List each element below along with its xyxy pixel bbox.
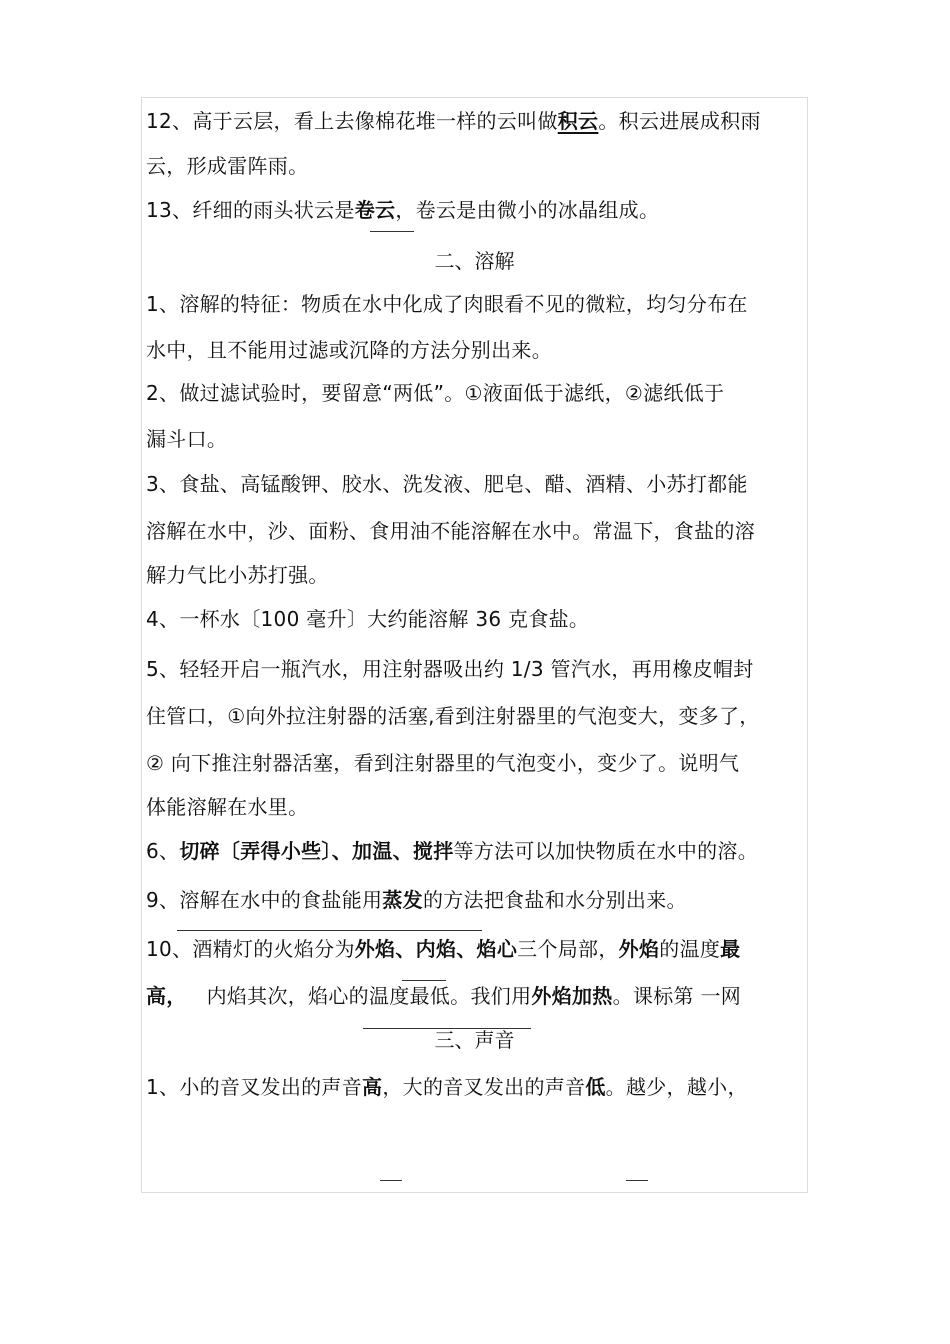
- text-run: 10、酒精灯的火焰分为: [146, 937, 355, 961]
- underline-rule: [402, 980, 446, 981]
- underline-rule: [626, 1180, 648, 1181]
- text-line: 住管口，①向外拉注射器的活塞,看到注射器里的气泡变大，变多了，: [146, 704, 760, 728]
- text-line: 1、溶解的特征：物质在水中化成了肉眼看不见的微粒，均匀分布在: [146, 292, 748, 316]
- text-run: 的温度: [659, 937, 721, 961]
- text-run: 12、高于云层，看上去像棉花堆一样的云叫做: [146, 109, 558, 133]
- bold-term: 切碎〔弄得小些〕、加温、搅拌: [179, 839, 454, 863]
- text-run: ，卷云是由微小的冰晶组成。: [395, 198, 660, 222]
- text-line: 水中，且不能用过滤或沉降的方法分别出来。: [146, 338, 552, 362]
- text-run: 9、溶解在水中的食盐能用: [146, 888, 383, 912]
- text-run: 。越少，越小，: [605, 1075, 748, 1099]
- bold-term: 外焰加热: [531, 984, 613, 1008]
- section-heading: 三、声音: [434, 1028, 515, 1052]
- text-line: [146, 198, 659, 222]
- text-line: [146, 1075, 748, 1099]
- text-run: 等方法可以加快物质在水中的溶。: [453, 839, 759, 863]
- text-line: 体能溶解在水里。: [146, 795, 309, 819]
- text-run: 13、纤细的雨头状云是: [146, 198, 355, 222]
- text-line: [146, 888, 687, 912]
- underline-rule: [380, 1180, 402, 1181]
- text-run: 内焰其次，焰心的温度最低。我们用: [186, 984, 532, 1008]
- bold-term: 外焰、内焰、焰心: [354, 937, 518, 961]
- underline-rule: [177, 930, 482, 931]
- bold-term: 蒸发: [382, 888, 423, 912]
- text-run: 。课标第 一网: [612, 984, 742, 1008]
- text-run: 。积云进展成积雨: [598, 109, 761, 133]
- text-line: ② 向下推注射器活塞，看到注射器里的气泡变小，变少了。说明气: [146, 751, 740, 775]
- text-line: 漏斗口。: [146, 427, 228, 451]
- bold-term: 高: [362, 1075, 383, 1099]
- bold-term: 低: [585, 1075, 606, 1099]
- text-line: 2、做过滤试验时，要留意“两低”。①液面低于滤纸，②滤纸低于: [146, 381, 725, 405]
- text-run: 6、: [146, 839, 180, 863]
- bold-term: 卷云: [354, 198, 396, 222]
- text-line: 3、食盐、高锰酸钾、胶水、洗发液、肥皂、醋、酒精、小苏打都能: [146, 472, 748, 496]
- bold-term: 外焰: [618, 937, 660, 961]
- bold-term: 最: [720, 937, 741, 961]
- section-heading: 二、溶解: [434, 249, 515, 273]
- text-run: ，大的音叉发出的声音: [382, 1075, 586, 1099]
- text-line: [146, 154, 308, 178]
- text-line: 4、一杯水〔100 毫升〕大约能溶解 36 克食盐。: [146, 607, 590, 631]
- text-line: [146, 937, 740, 961]
- bold-term: 高，: [146, 984, 187, 1008]
- text-line: 解力气比小苏打强。: [146, 563, 329, 587]
- text-run: 1、小的音叉发出的声音: [146, 1075, 363, 1099]
- text-line: 5、轻轻开启一瓶汽水，用注射器吸出约 1/3 管汽水，再用橡皮帽封: [146, 657, 754, 681]
- text-line: 溶解在水中，沙、面粉、食用油不能溶解在水中。常温下，食盐的溶: [146, 519, 755, 543]
- underline-rule: [370, 231, 414, 232]
- text-line: [146, 984, 741, 1008]
- text-line: [146, 109, 761, 133]
- bold-term: 积云: [557, 109, 599, 133]
- text-run: 三个局部，: [517, 937, 619, 961]
- text-run: 云，形成雷阵雨。: [146, 154, 309, 178]
- text-line: [146, 839, 758, 863]
- text-run: 的方法把食盐和水分别出来。: [422, 888, 687, 912]
